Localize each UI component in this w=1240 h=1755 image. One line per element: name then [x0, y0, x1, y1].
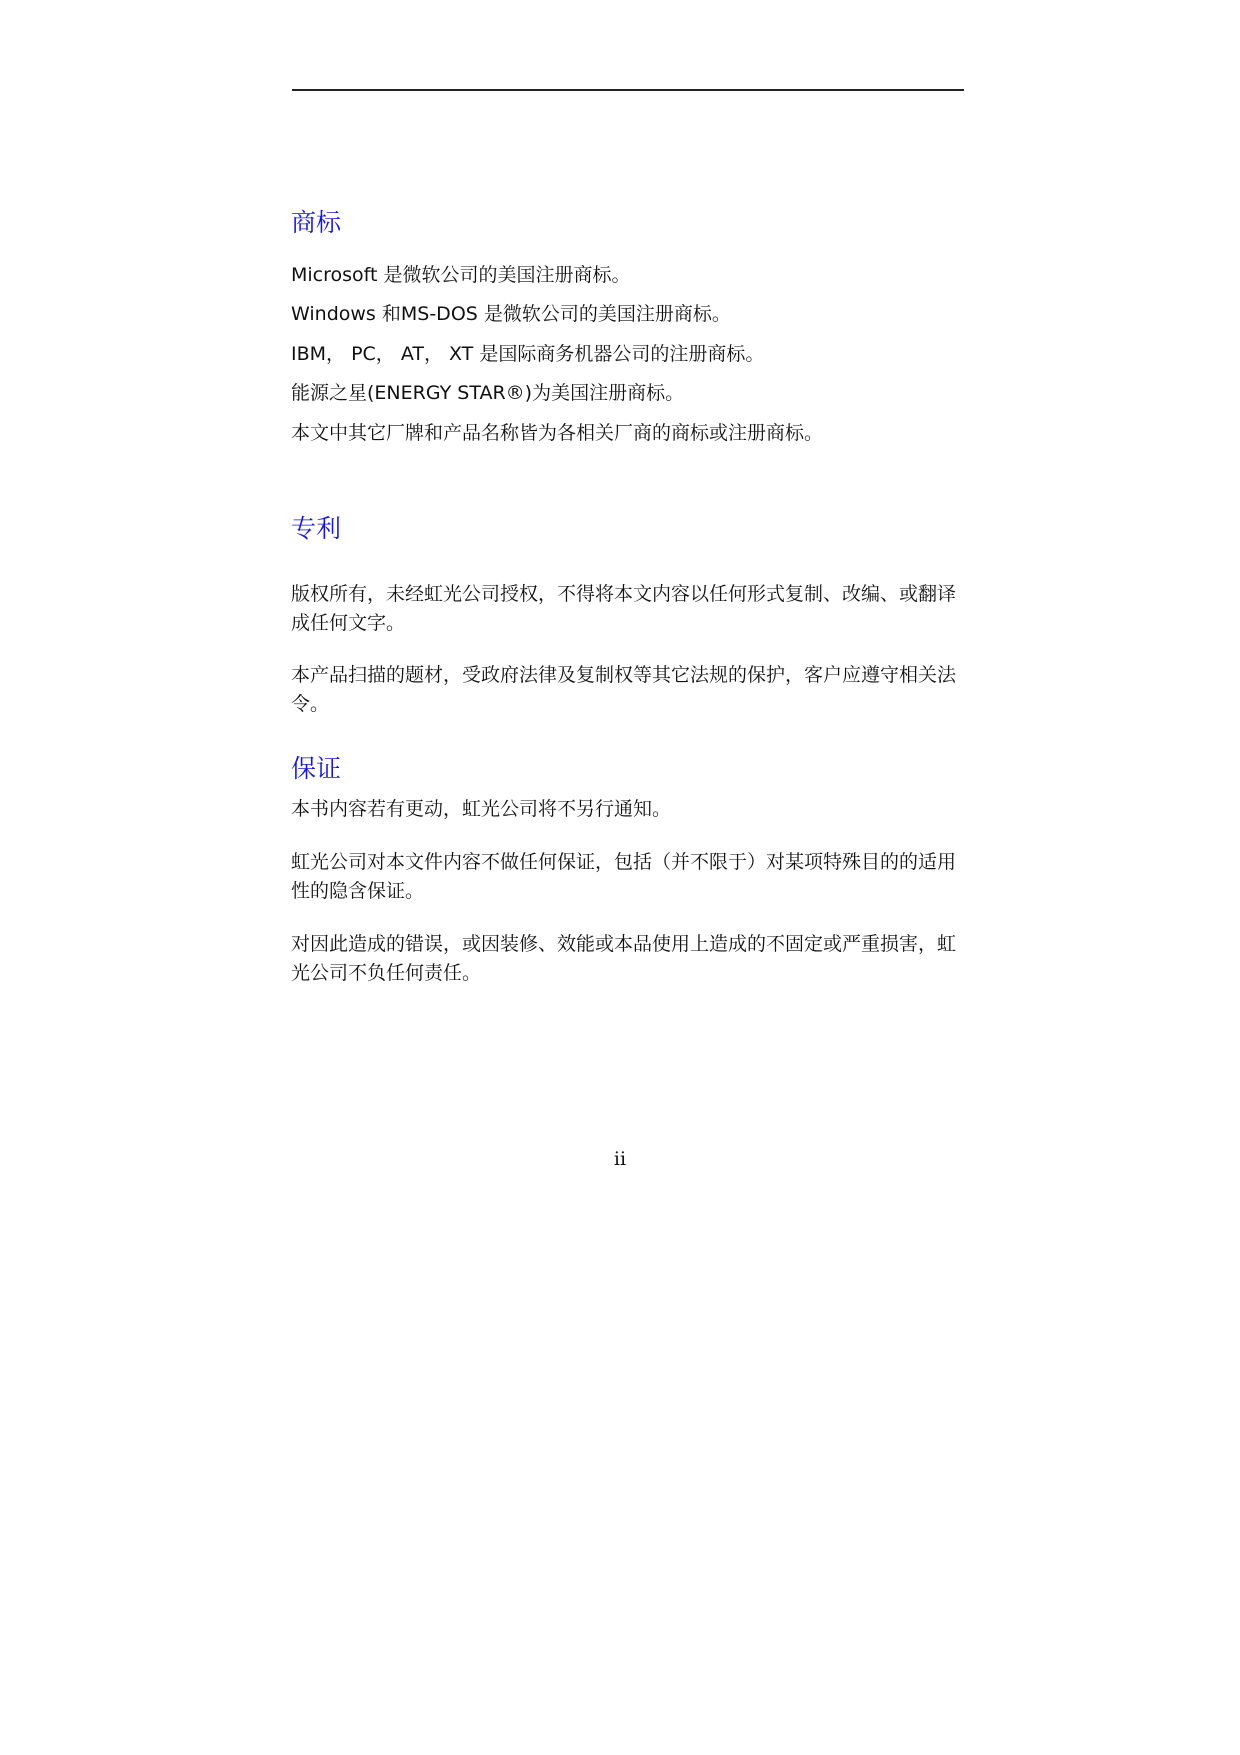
trademark-text: 和: [375, 303, 401, 325]
patent-paragraph: 本产品扫描的题材，受政府法律及复制权等其它法规的保护，客户应遵守相关法令。: [291, 664, 957, 715]
header-rule: [292, 89, 964, 91]
trademark-line-others: [291, 424, 823, 443]
warranty-paragraph: 对因此造成的错误，或因装修、效能或本品使用上造成的不固定或严重损害，虹光公司不负任何责任。: [291, 933, 957, 984]
trademarks-heading: 商标: [291, 208, 342, 237]
patent-paragraph: 版权所有，未经虹光公司授权，不得将本文内容以任何形式复制、改编、或翻译成任何文字。: [291, 583, 957, 634]
trademark-line-energy-star: [291, 384, 684, 403]
trademark-text-pre: 能源之星: [291, 382, 368, 404]
trademark-text: 为美国注册商标。: [532, 382, 685, 404]
trademark-brand: IBM， PC， AT， XT: [291, 343, 474, 365]
trademark-brand-2: MS-DOS: [400, 303, 478, 325]
warranty-heading: 保证: [291, 754, 342, 783]
page-number: ii: [613, 1148, 627, 1170]
warranty-paragraph: 本书内容若有更动，虹光公司将不另行通知。: [291, 798, 672, 820]
trademark-text-2: 是微软公司的美国注册商标。: [477, 303, 731, 325]
trademark-line-microsoft: [291, 266, 631, 285]
trademark-line-windows: [291, 305, 731, 324]
trademark-brand: (ENERGY STAR®): [367, 382, 533, 404]
trademark-text: 是国际商务机器公司的注册商标。: [473, 343, 765, 365]
trademark-brand: Microsoft: [291, 264, 378, 286]
trademark-text: 是微软公司的美国注册商标。: [377, 264, 631, 286]
trademark-brand: Windows: [291, 303, 376, 325]
warranty-paragraph: 虹光公司对本文件内容不做任何保证，包括（并不限于）对某项特殊目的的适用性的隐含保证。: [291, 851, 957, 902]
patent-heading: 专利: [291, 514, 342, 543]
trademark-line-ibm: [291, 345, 764, 364]
trademark-text: 本文中其它厂牌和产品名称皆为各相关厂商的商标或注册商标。: [291, 422, 824, 444]
